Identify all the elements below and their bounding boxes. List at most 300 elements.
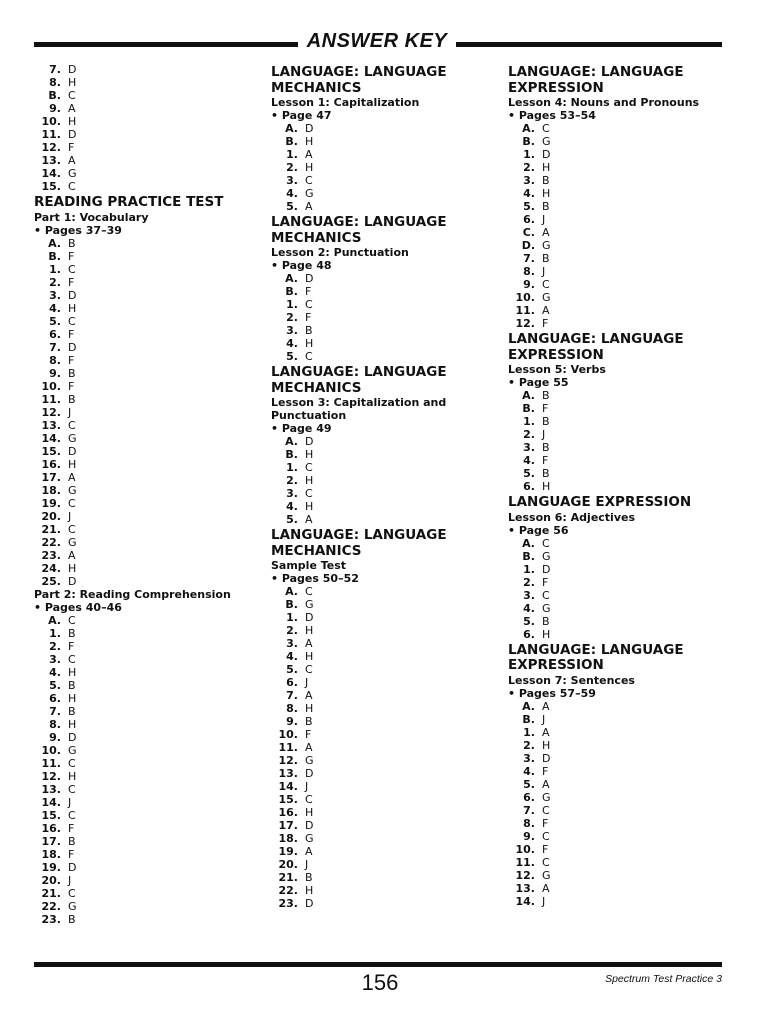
question-number: A.: [522, 389, 535, 402]
answer-letter: C: [68, 89, 76, 102]
section-pages: • Pages 57–59: [508, 686, 596, 700]
answer-row: [508, 252, 733, 265]
answer-letter: A: [305, 689, 313, 702]
question-number: A.: [48, 613, 61, 627]
answer-letter: C: [542, 829, 550, 843]
answer-letter: G: [68, 899, 77, 913]
answer-row: [508, 895, 733, 908]
answer-row: [34, 835, 259, 848]
question-number: 2.: [286, 624, 298, 637]
question-number: 23.: [41, 548, 61, 562]
question-number: 3.: [286, 174, 298, 187]
answer-row: [508, 602, 733, 615]
question-number: 11.: [41, 756, 61, 770]
answer-row: [34, 115, 259, 128]
answer-row: [508, 752, 733, 765]
answer-letter: J: [542, 712, 546, 726]
answer-row: [34, 315, 259, 328]
answer-row: [508, 882, 733, 895]
answer-letter: B: [542, 467, 550, 480]
question-number: B.: [522, 135, 535, 148]
question-number: 9.: [49, 102, 61, 115]
answer-row: [271, 585, 496, 598]
section-pages: • Pages 53–54: [508, 109, 596, 122]
answer-letter: D: [68, 444, 77, 458]
question-number: 7.: [49, 704, 61, 718]
answer-row: [508, 739, 733, 752]
section-subtitle: Lesson 5: Verbs: [508, 363, 606, 376]
question-number: 4.: [49, 665, 61, 679]
question-number: 4.: [49, 301, 61, 315]
answer-row: [271, 676, 496, 689]
answer-section: [34, 588, 259, 926]
answer-row: [271, 311, 496, 324]
answer-letter: H: [68, 691, 77, 705]
question-number: 4.: [286, 650, 298, 663]
answer-row: [271, 500, 496, 513]
section-subtitle: Part 2: Reading Comprehension: [34, 587, 231, 601]
question-number: 23.: [41, 912, 61, 926]
section-title: LANGUAGE: LANGUAGE MECHANICS: [271, 64, 447, 96]
page-title: ANSWER KEY: [306, 30, 448, 52]
answer-row: [34, 731, 259, 744]
answer-letter: B: [305, 715, 313, 728]
answer-row: [34, 445, 259, 458]
answer-letter: H: [68, 76, 77, 89]
answer-letter: H: [542, 480, 551, 493]
answer-letter: F: [68, 353, 75, 367]
question-number: 2.: [523, 161, 535, 174]
answer-row: [271, 858, 496, 871]
answer-row: [34, 913, 259, 926]
answer-row: [34, 76, 259, 89]
section-subtitle: Lesson 1: Capitalization: [271, 96, 420, 109]
question-number: 4.: [523, 764, 535, 778]
answer-row: [271, 806, 496, 819]
question-number: 21.: [41, 522, 61, 536]
question-number: 10.: [515, 842, 535, 856]
question-number: 2.: [286, 161, 298, 174]
answer-row: [34, 89, 259, 102]
section-pages: • Pages 37–39: [34, 223, 122, 237]
question-number: C.: [522, 226, 535, 239]
question-number: 6.: [49, 691, 61, 705]
answer-letter: G: [542, 601, 551, 615]
answer-letter: D: [68, 860, 77, 874]
question-number: 10.: [515, 291, 535, 304]
answer-row: [34, 128, 259, 141]
question-number: 8.: [49, 76, 61, 89]
answer-row: [508, 700, 733, 713]
answer-letter: C: [542, 278, 550, 291]
answer-letter: C: [542, 536, 550, 550]
answer-letter: H: [542, 161, 551, 174]
answer-letter: B: [68, 626, 76, 640]
answer-row: [508, 817, 733, 830]
answer-letter: C: [68, 522, 76, 536]
question-number: 9.: [523, 829, 535, 843]
question-number: 4.: [286, 187, 298, 200]
answer-letter: D: [68, 128, 77, 141]
question-number: 17.: [41, 470, 61, 484]
answer-row: [508, 778, 733, 791]
answer-letter: A: [68, 102, 76, 115]
question-number: 1.: [49, 626, 61, 640]
answer-letter: C: [68, 782, 76, 796]
answer-letter: A: [542, 881, 550, 895]
question-number: 15.: [41, 180, 61, 193]
answer-row: [271, 650, 496, 663]
question-number: 1.: [523, 148, 535, 161]
answer-row: [271, 161, 496, 174]
question-number: 1.: [286, 298, 298, 311]
answer-letter: D: [542, 148, 551, 161]
answer-letter: G: [542, 868, 551, 882]
answer-row: [271, 448, 496, 461]
question-number: 5.: [286, 200, 298, 213]
question-number: 12.: [515, 868, 535, 882]
answer-column-2: [271, 63, 496, 910]
section-pages: • Page 47: [271, 109, 332, 122]
answer-letter: G: [542, 790, 551, 804]
question-number: A.: [285, 585, 298, 598]
answer-letter: F: [542, 317, 549, 330]
answer-letter: D: [68, 340, 77, 354]
answer-row: [271, 200, 496, 213]
section-subtitle: Lesson 6: Adjectives: [508, 510, 636, 524]
answer-letter: A: [305, 741, 313, 754]
answer-row: [34, 562, 259, 575]
answer-letter: B: [542, 389, 550, 402]
section-subtitle: Part 1: Vocabulary: [34, 210, 149, 224]
question-number: 10.: [41, 115, 61, 128]
question-number: 11.: [278, 741, 298, 754]
answer-letter: D: [305, 122, 314, 135]
answer-letter: A: [542, 777, 550, 791]
answer-letter: H: [68, 457, 77, 471]
question-number: 12.: [41, 405, 61, 419]
question-number: B.: [522, 712, 535, 726]
answer-section: [271, 528, 496, 910]
question-number: 3.: [523, 174, 535, 187]
question-number: 6.: [523, 480, 535, 493]
question-number: 13.: [515, 881, 535, 895]
answer-row: [271, 122, 496, 135]
answer-letter: B: [305, 324, 313, 337]
answer-letter: B: [542, 614, 550, 628]
answer-letter: J: [68, 795, 72, 809]
answer-row: [508, 537, 733, 550]
answer-letter: C: [542, 803, 550, 817]
question-number: 14.: [41, 431, 61, 445]
section-title: LANGUAGE: LANGUAGE EXPRESSION: [508, 331, 684, 363]
answer-letter: C: [542, 588, 550, 602]
answer-letter: J: [305, 780, 309, 793]
section-title: LANGUAGE: LANGUAGE MECHANICS: [271, 364, 447, 396]
answer-letter: D: [68, 63, 77, 76]
answer-row: [271, 611, 496, 624]
question-number: B.: [285, 448, 298, 461]
answer-letter: F: [542, 402, 549, 415]
question-number: B.: [285, 285, 298, 298]
question-number: 13.: [41, 782, 61, 796]
answer-letter: H: [542, 738, 551, 752]
answer-letter: A: [68, 548, 76, 562]
answer-row: [34, 393, 259, 406]
answer-row: [34, 679, 259, 692]
header-rule-left: [34, 42, 298, 47]
question-number: 1.: [523, 562, 535, 576]
answer-row: [508, 869, 733, 882]
question-number: 3.: [523, 588, 535, 602]
answer-row: [34, 276, 259, 289]
question-number: 20.: [278, 858, 298, 871]
answer-row: [34, 167, 259, 180]
answer-letter: H: [305, 474, 314, 487]
answer-letter: C: [305, 585, 313, 598]
question-number: 21.: [278, 871, 298, 884]
question-number: 4.: [523, 601, 535, 615]
section-subtitle: Lesson 2: Punctuation: [271, 246, 409, 259]
answer-row: [508, 843, 733, 856]
question-number: B.: [522, 549, 535, 563]
answer-row: [34, 575, 259, 588]
answer-letter: D: [68, 730, 77, 744]
answer-letter: F: [542, 816, 549, 830]
footer-rule: [34, 962, 722, 967]
question-number: 22.: [278, 884, 298, 897]
question-number: 12.: [278, 754, 298, 767]
answer-letter: J: [542, 428, 546, 441]
answer-row: [34, 263, 259, 276]
answer-row: [271, 135, 496, 148]
question-number: 13.: [41, 154, 61, 167]
question-number: 22.: [41, 535, 61, 549]
answer-letter: H: [305, 650, 314, 663]
page-header: [34, 30, 722, 56]
question-number: 6.: [523, 790, 535, 804]
answer-row: [508, 174, 733, 187]
section-title: LANGUAGE: LANGUAGE MECHANICS: [271, 527, 447, 559]
answer-row: [34, 536, 259, 549]
question-number: 5.: [523, 777, 535, 791]
answer-row: [34, 874, 259, 887]
answer-row: [34, 302, 259, 315]
answer-row: [34, 666, 259, 679]
answer-row: [34, 614, 259, 627]
answer-row: [271, 832, 496, 845]
answer-row: [271, 272, 496, 285]
answer-letter: H: [305, 448, 314, 461]
answer-letter: A: [305, 637, 313, 650]
answer-letter: J: [68, 405, 72, 419]
answer-letter: A: [305, 845, 313, 858]
answer-row: [34, 141, 259, 154]
answer-letter: A: [305, 200, 313, 213]
question-number: 3.: [49, 652, 61, 666]
answer-row: [508, 265, 733, 278]
question-number: 11.: [515, 304, 535, 317]
question-number: A.: [48, 236, 61, 250]
answer-section: [271, 215, 496, 363]
answer-letter: F: [68, 379, 75, 393]
answer-row: [271, 884, 496, 897]
answer-row: [34, 237, 259, 250]
answer-row: [271, 897, 496, 910]
answer-letter: F: [305, 311, 312, 324]
answer-row: [271, 461, 496, 474]
answer-row: [271, 715, 496, 728]
question-number: A.: [522, 699, 535, 713]
answer-letter: A: [542, 699, 550, 713]
answer-row: [34, 289, 259, 302]
question-number: 6.: [49, 327, 61, 341]
answer-row: [34, 887, 259, 900]
answer-letter: G: [305, 832, 314, 845]
answer-letter: A: [68, 470, 76, 484]
answer-letter: J: [68, 509, 72, 523]
question-number: 9.: [286, 715, 298, 728]
question-number: 2.: [523, 575, 535, 589]
question-number: 10.: [278, 728, 298, 741]
answer-letter: A: [542, 226, 550, 239]
section-pages: • Page 49: [271, 422, 332, 435]
answer-letter: C: [68, 314, 76, 328]
answer-row: [508, 576, 733, 589]
answer-row: [508, 467, 733, 480]
answer-letter: C: [68, 652, 76, 666]
answer-letter: H: [68, 561, 77, 575]
question-number: 18.: [41, 483, 61, 497]
question-number: 4.: [523, 454, 535, 467]
question-number: 12.: [515, 317, 535, 330]
section-subtitle: Lesson 3: Capitalization and Punctuation: [271, 396, 447, 422]
answer-row: [508, 726, 733, 739]
answer-letter: C: [68, 418, 76, 432]
answer-letter: H: [305, 702, 314, 715]
answer-letter: D: [305, 819, 314, 832]
answer-row: [271, 728, 496, 741]
answer-section: [34, 63, 259, 193]
answer-letter: D: [305, 435, 314, 448]
answer-row: [508, 291, 733, 304]
answer-row: [508, 135, 733, 148]
answer-row: [271, 754, 496, 767]
question-number: 19.: [41, 860, 61, 874]
answer-section: [508, 65, 733, 330]
answer-letter: B: [68, 236, 76, 250]
question-number: 12.: [41, 141, 61, 154]
answer-row: [34, 154, 259, 167]
answer-letter: H: [305, 161, 314, 174]
answer-letter: G: [68, 535, 77, 549]
question-number: 9.: [49, 366, 61, 380]
answer-letter: J: [305, 858, 309, 871]
page-number: 156: [361, 970, 399, 995]
answer-letter: H: [542, 187, 551, 200]
answer-row: [508, 765, 733, 778]
answer-letter: A: [68, 154, 76, 167]
answer-row: [508, 856, 733, 869]
question-number: 3.: [286, 637, 298, 650]
question-number: A.: [285, 435, 298, 448]
question-number: 14.: [41, 167, 61, 180]
question-number: 18.: [278, 832, 298, 845]
answer-row: [34, 653, 259, 666]
answer-letter: B: [68, 392, 76, 406]
section-title: LANGUAGE: LANGUAGE EXPRESSION: [508, 64, 684, 96]
question-number: 4.: [523, 187, 535, 200]
answer-letter: H: [305, 884, 314, 897]
answer-row: [34, 718, 259, 731]
answer-section: [508, 495, 733, 641]
answer-letter: B: [68, 704, 76, 718]
question-number: 8.: [286, 702, 298, 715]
question-number: 2.: [49, 275, 61, 289]
answer-letter: G: [68, 167, 77, 180]
answer-letter: J: [305, 676, 309, 689]
answer-row: [508, 628, 733, 641]
answer-row: [271, 298, 496, 311]
answer-section: [271, 65, 496, 213]
answer-letter: B: [542, 415, 550, 428]
question-number: 5.: [523, 614, 535, 628]
answer-letter: F: [68, 821, 75, 835]
answer-letter: H: [542, 627, 551, 641]
question-number: 19.: [41, 496, 61, 510]
question-number: 17.: [278, 819, 298, 832]
answer-row: [508, 304, 733, 317]
question-number: 14.: [278, 780, 298, 793]
answer-letter: J: [68, 873, 72, 887]
question-number: 5.: [286, 513, 298, 526]
answer-letter: C: [68, 262, 76, 276]
question-number: 1.: [523, 415, 535, 428]
answer-row: [34, 497, 259, 510]
answer-letter: D: [68, 574, 77, 588]
answer-letter: H: [68, 115, 77, 128]
answer-letter: F: [542, 575, 549, 589]
answer-row: [34, 848, 259, 861]
section-pages: • Page 56: [508, 523, 569, 537]
answer-letter: F: [542, 454, 549, 467]
answer-row: [508, 589, 733, 602]
question-number: 5.: [286, 350, 298, 363]
answer-row: [508, 804, 733, 817]
question-number: 11.: [41, 392, 61, 406]
question-number: 12.: [41, 769, 61, 783]
question-number: 21.: [41, 886, 61, 900]
answer-row: [508, 830, 733, 843]
answer-row: [271, 324, 496, 337]
section-pages: • Pages 40–46: [34, 600, 122, 614]
question-number: 5.: [49, 678, 61, 692]
question-number: A.: [522, 536, 535, 550]
question-number: 1.: [286, 611, 298, 624]
answer-row: [34, 250, 259, 263]
question-number: 9.: [49, 730, 61, 744]
answer-letter: H: [305, 500, 314, 513]
answer-row: [34, 549, 259, 562]
answer-row: [508, 226, 733, 239]
question-number: B.: [48, 249, 61, 263]
answer-letter: C: [305, 350, 313, 363]
section-title: READING PRACTICE TEST: [34, 194, 224, 210]
answer-row: [34, 471, 259, 484]
answer-row: [34, 640, 259, 653]
section-title: LANGUAGE: LANGUAGE EXPRESSION: [508, 641, 684, 673]
answer-row: [34, 692, 259, 705]
